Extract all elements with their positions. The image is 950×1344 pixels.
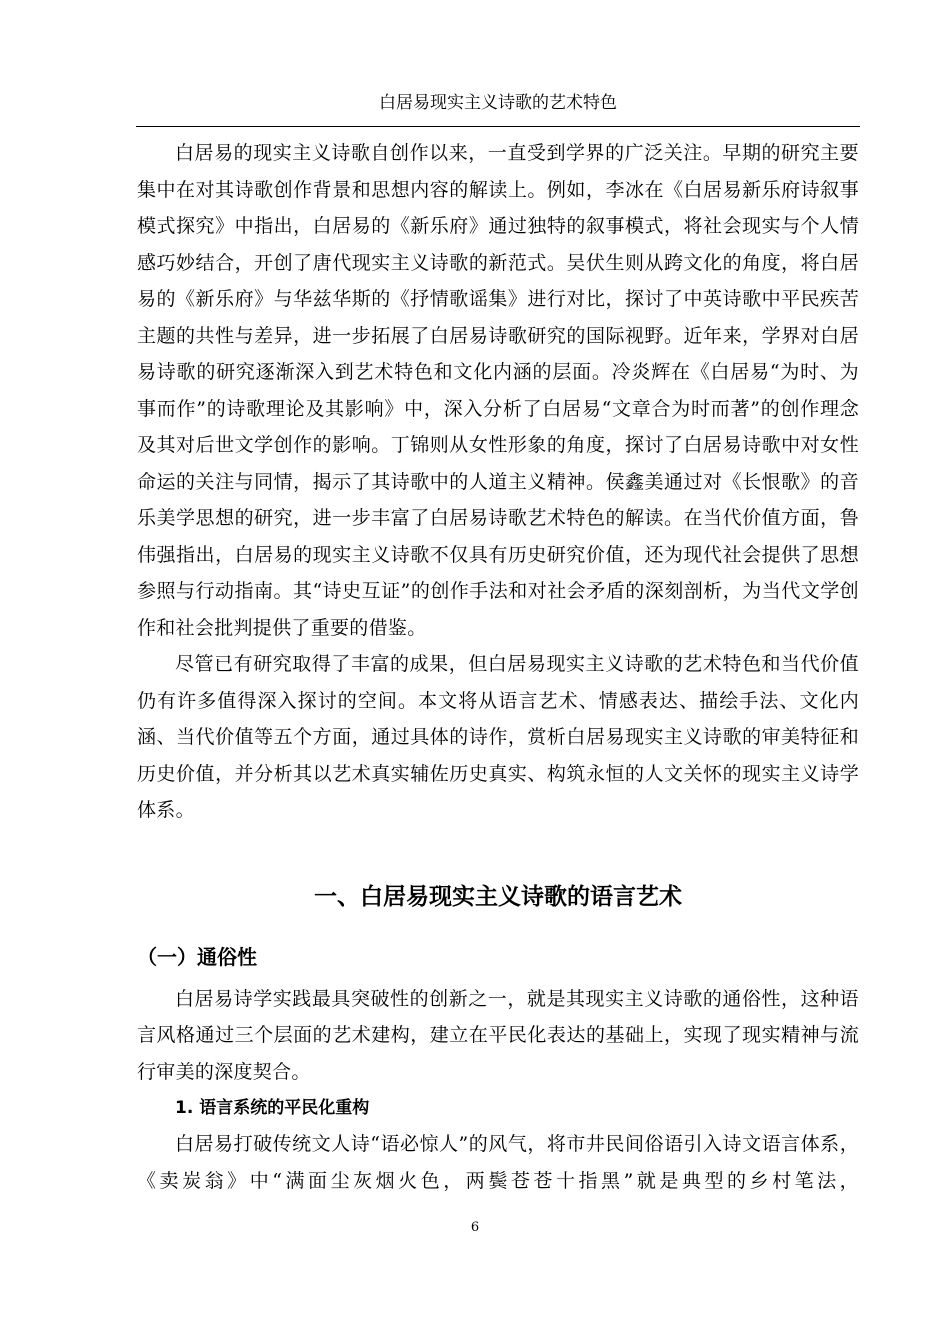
running-header-title: 白居易现实主义诗歌的艺术特色 [379,93,617,113]
chapter-heading: 一、白居易现实主义诗歌的语言艺术 [314,883,682,910]
section-paragraph: 白居易诗学实践最具突破性的创新之一，就是其现实主义诗歌的通俗性，这种语言风格通过三个层面的艺术建构，建立在平民化表达的基础上，实现了现实精神与流行审美的深度契合。 [137,987,859,1083]
section-heading: （一）通俗性 [137,944,257,969]
subsection-heading: 1. 语言系统的平民化重构 [175,1098,370,1118]
subsection-paragraph-line-1: 白居易打破传统文人诗“语必惊人”的风气，将市井民间俗语引入诗文语言体系， [175,1133,859,1155]
subsection-paragraph-line-2: 《卖炭翁》中“满面尘灰烟火色，两鬓苍苍十指黑”就是典型的乡村笔法， [137,1169,859,1192]
body-paragraph-2: 尽管已有研究取得了丰富的成果，但白居易现实主义诗歌的艺术特色和当代价值仍有许多值得深入探讨的空间。本文将从语言艺术、情感表达、描绘手法、文化内涵、当代价值等五个方面，通过具体的诗作，赏析白居易现实主义诗歌的审美特征和历史价值，并分析其以艺术真实辅佐历史真实、构筑永恒的人文关怀的现实主义诗学体系。 [137,653,859,821]
body-paragraph-1: 白居易的现实主义诗歌自创作以来，一直受到学界的广泛关注。早期的研究主要集中在对其诗歌创作背景和思想内容的解读上。例如，李冰在《白居易新乐府诗叙事模式探究》中指出，白居易的《新乐府》通过独特的叙事模式，将社会现实与个人情感巧妙结合，开创了唐代现实主义诗歌的新范式。吴伏生则从跨文化的角度，将白居易的《新乐府》与华兹华斯的《抒情歌谣集》进行对比，探讨了中英诗歌中平民疾苦主题的共性与差异，进一步拓展了白居易诗歌研究的国际视野。近年来，学界对白居易诗歌的研究逐渐深入到艺术特色和文化内涵的层面。冷炎辉在《白居易“为时、为事而作”的诗歌理论及其影响》中，深入分析了白居易“文章合为时而著”的创作理念及其对后世文学创作的影响。丁锦则从女性形象的角度，探讨了白居易诗歌中对女性命运的关注与同情，揭示了其诗歌中的人道主义精神。侯鑫美通过对《长恨歌》的音乐美学思想的研究，进一步丰富了白居易诗歌艺术特色的解读。在当代价值方面，鲁伟强指出，白居易的现实主义诗歌不仅具有历史研究价值，还为现代社会提供了思想参照与行动指南。其“诗史互证”的创作手法和对社会矛盾的深刻剖析，为当代文学创作和社会批判提供了重要的借鉴。 [137,142,859,639]
page-number: 6 [470,1220,480,1235]
header-divider [136,126,860,127]
document-body [137,135,859,1199]
